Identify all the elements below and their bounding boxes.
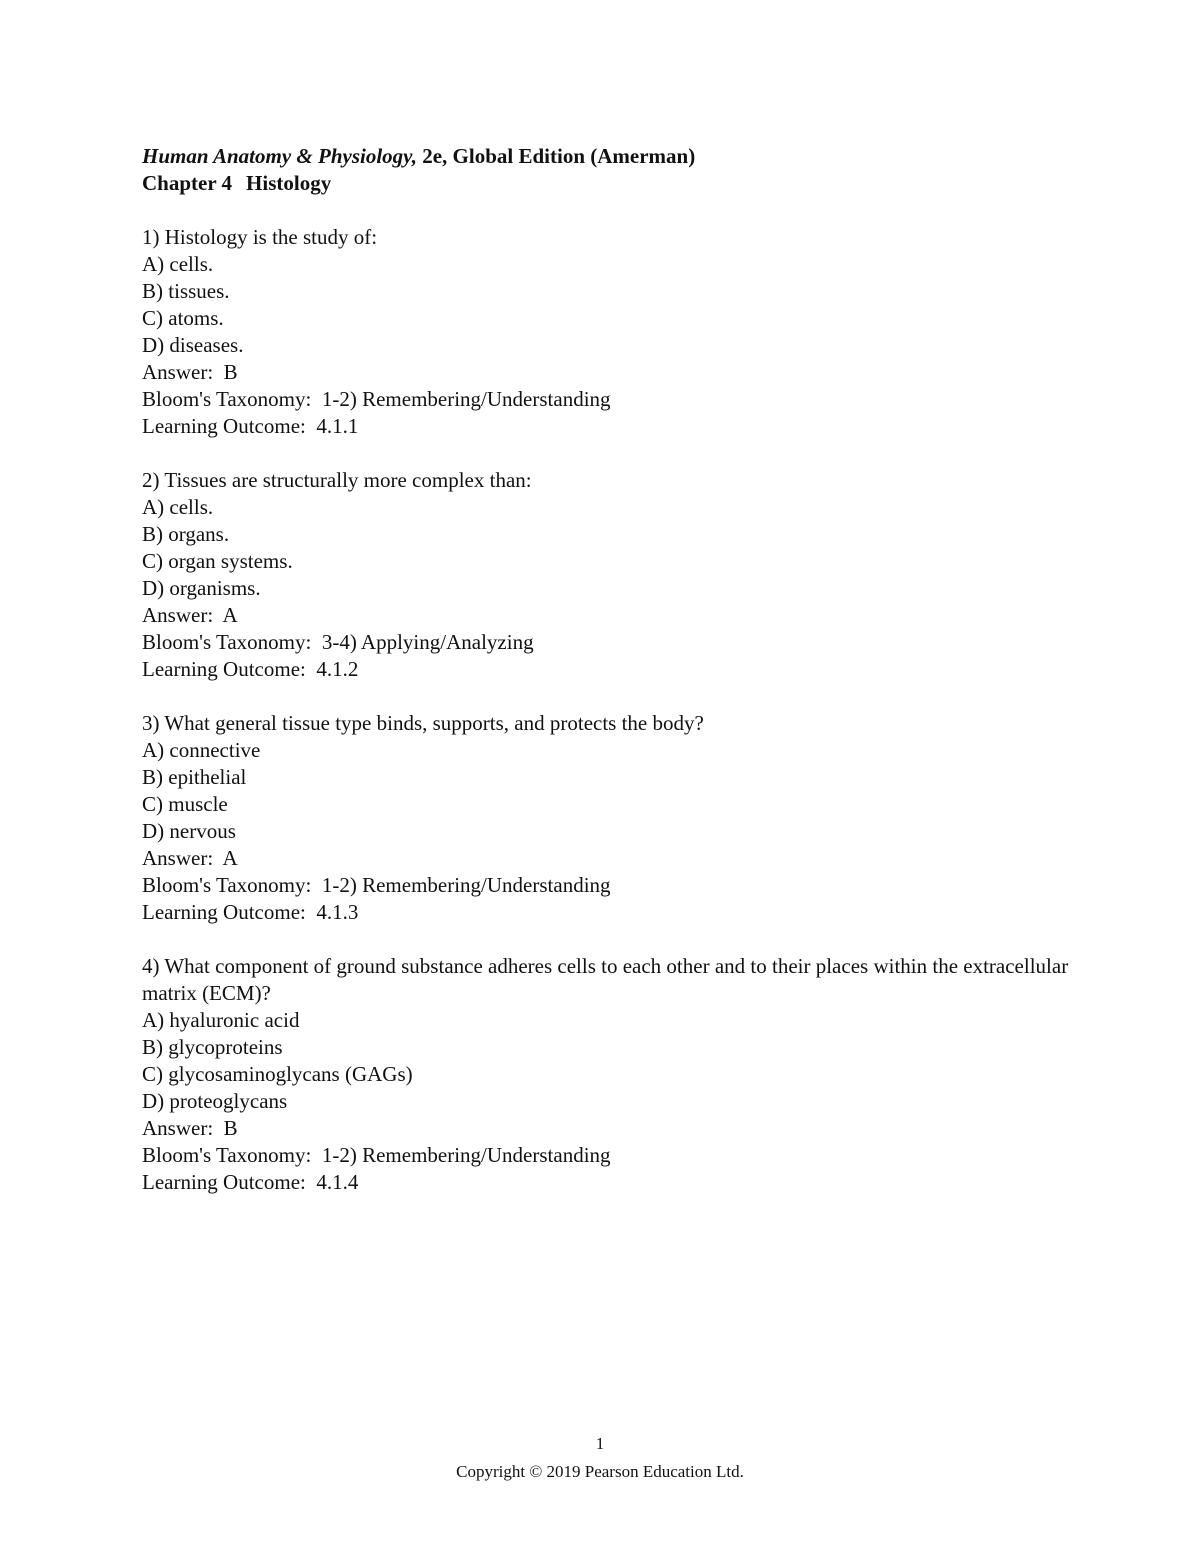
answer-option: B) glycoproteins: [142, 1035, 283, 1059]
learning-outcome: Learning Outcome: 4.1.4: [142, 1170, 359, 1194]
question-stem: 4) What component of ground substance adheres cells to each other and to their places within the extracellular matrix (ECM)?: [142, 954, 1074, 1005]
learning-outcome: Learning Outcome: 4.1.1: [142, 414, 359, 438]
answer-option: C) muscle: [142, 792, 228, 816]
answer-option: B) epithelial: [142, 765, 247, 789]
question-block: [142, 710, 1082, 926]
answer-option: C) organ systems.: [142, 549, 293, 573]
learning-outcome: Learning Outcome: 4.1.3: [142, 900, 359, 924]
chapter-title: Histology: [246, 171, 332, 195]
blooms-taxonomy: Bloom's Taxonomy: 1-2) Remembering/Understanding: [142, 387, 611, 411]
question-stem: 2) Tissues are structurally more complex than:: [142, 468, 532, 492]
question-stem: 3) What general tissue type binds, supports, and protects the body?: [142, 711, 704, 735]
answer-option: D) proteoglycans: [142, 1089, 288, 1113]
document-title: [142, 143, 1082, 170]
blooms-taxonomy: Bloom's Taxonomy: 1-2) Remembering/Understanding: [142, 1143, 611, 1167]
answer-key: Answer: A: [142, 603, 238, 627]
answer-key: Answer: B: [142, 1116, 238, 1140]
question-stem: 1) Histology is the study of:: [142, 225, 378, 249]
page-content: [142, 143, 1082, 1223]
answer-option: A) hyaluronic acid: [142, 1008, 300, 1032]
answer-option: C) atoms.: [142, 306, 224, 330]
blooms-taxonomy: Bloom's Taxonomy: 1-2) Remembering/Understanding: [142, 873, 611, 897]
answer-key: Answer: B: [142, 360, 238, 384]
chapter-heading: [142, 170, 1082, 197]
copyright-notice: Copyright © 2019 Pearson Education Ltd.: [456, 1462, 744, 1481]
answer-option: B) organs.: [142, 522, 230, 546]
answer-option: A) connective: [142, 738, 261, 762]
answer-option: C) glycosaminoglycans (GAGs): [142, 1062, 413, 1086]
book-title: Human Anatomy & Physiology,: [142, 144, 417, 168]
answer-option: A) cells.: [142, 495, 214, 519]
answer-option: D) organisms.: [142, 576, 261, 600]
question-block: [142, 467, 1082, 683]
edition-text: 2e, Global Edition (Amerman): [416, 144, 696, 168]
answer-option: D) nervous: [142, 819, 236, 843]
chapter-label: Chapter 4: [142, 171, 233, 195]
answer-key: Answer: A: [142, 846, 238, 870]
blooms-taxonomy: Bloom's Taxonomy: 3-4) Applying/Analyzing: [142, 630, 534, 654]
learning-outcome: Learning Outcome: 4.1.2: [142, 657, 359, 681]
answer-option: B) tissues.: [142, 279, 230, 303]
question-block: [142, 224, 1082, 440]
answer-option: A) cells.: [142, 252, 214, 276]
answer-option: D) diseases.: [142, 333, 244, 357]
page-number: 1: [595, 1434, 605, 1453]
question-block: [142, 953, 1082, 1196]
